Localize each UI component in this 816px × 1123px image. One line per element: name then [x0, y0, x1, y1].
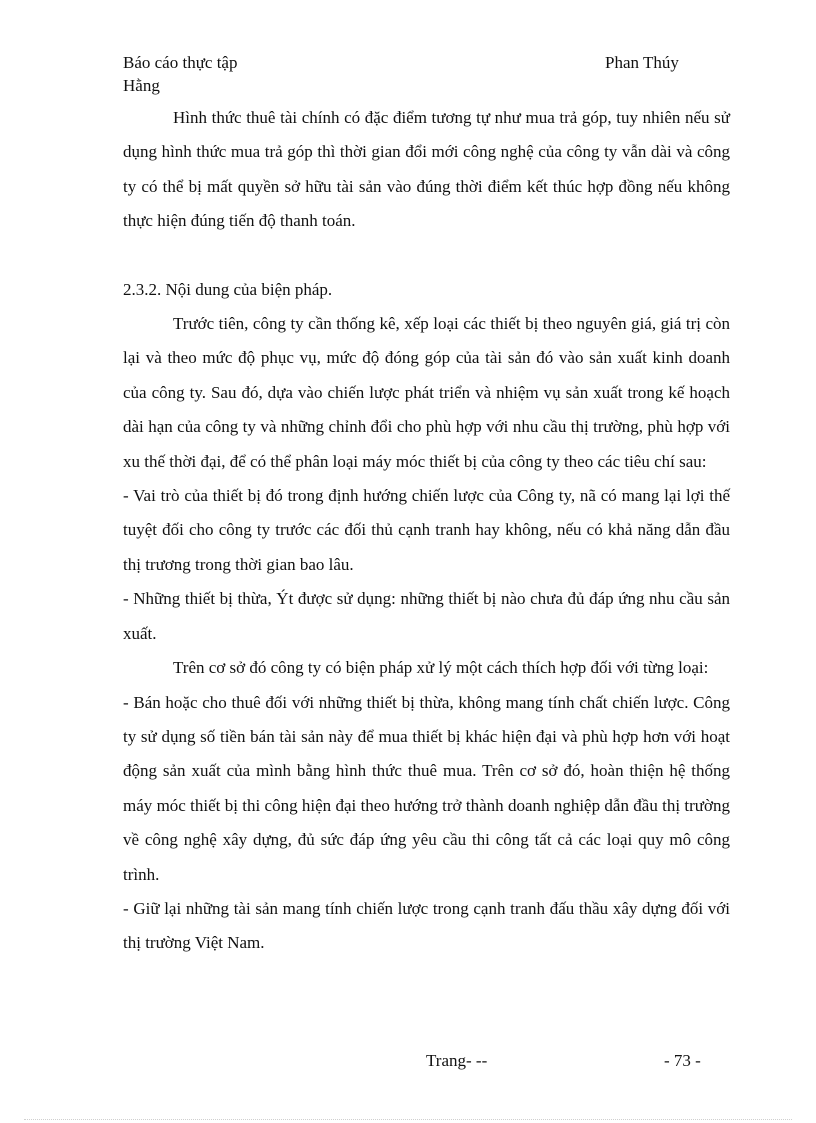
section-heading: 2.3.2. Nội dung của biện pháp.: [123, 279, 333, 299]
footer-page-number: - 73 -: [664, 1051, 701, 1070]
header-author: Phan Thúy: [605, 53, 679, 72]
header-title: Báo cáo thực tập: [123, 53, 238, 72]
bullet-strategic-role: - Vai trò của thiết bị đó trong định hướng chiến lược của Công ty, nã có mang lại lợi thế tuyệt đối cho công ty trước các đối thủ cạnh tranh hay không, nếu có khả năng dẫn đầu thị trương trong thời gian bao lâu.: [123, 486, 730, 574]
bullet-retain-strategic: - Giữ lại những tài sản mang tính chiến lược trong cạnh tranh đấu thầu xây dựng đối với thị trường Việt Nam.: [123, 898, 730, 953]
header-author-continuation: Hằng: [123, 76, 160, 95]
bullet-sell-or-lease: - Bán hoặc cho thuê đối với những thiết bị thừa, không mang tính chất chiến lược. Công ty sử dụng số tiền bán tài sản này để mua thiết bị khác hiện đại và phù hợp hơn với hoạt động sản xuất của mình bằng hình thức thuê mua. Trên cơ sở đó, hoàn thiện hệ thống máy móc thiết bị thi công hiện đại theo hướng trở thành doanh nghiệp dẫn đầu thị trường về công nghệ xây dựng, đủ sức đáp ứng yêu cầu thi công tất cả các loại quy mô công trình.: [123, 692, 730, 884]
paragraph-classification: Trước tiên, công ty cần thống kê, xếp loại các thiết bị theo nguyên giá, giá trị còn lại và theo mức độ phục vụ, mức độ đóng góp của tài sản đó vào sản xuất kinh doanh của công ty. Sau đó, dựa vào chiến lược phát triển và nhiệm vụ sản xuất trong kế hoạch dài hạn của công ty và những chỉnh đổi cho phù hợp với nhu cầu thị trường, phù hợp với xu thế thời đại, để có thể phân loại máy móc thiết bị của công ty theo các tiêu chí sau:: [123, 314, 730, 471]
document-body: [123, 101, 730, 961]
footer-page-label: Trang- --: [426, 1051, 488, 1070]
paragraph-spacer: [123, 239, 730, 273]
paragraph-measures: Trên cơ sở đó công ty có biện pháp xử lý một cách thích hợp đối với từng loại:: [173, 658, 709, 678]
paragraph-finance-lease: Hình thức thuê tài chính có đặc điểm tương tự như mua trả góp, tuy nhiên nếu sử dụng hình thức mua trả góp thì thời gian đổi mới công nghệ của công ty vẫn dài và công ty có thể bị mất quyền sở hữu tài sản vào đúng thời điểm kết thúc hợp đồng nếu không thực hiện đúng tiến độ thanh toán.: [123, 108, 730, 231]
page-bottom-divider: [24, 1119, 792, 1120]
bullet-surplus-equipment: - Những thiết bị thừa, Ýt được sử dụng: những thiết bị nào chưa đủ đáp ứng nhu cầu sản xuất.: [123, 589, 730, 643]
